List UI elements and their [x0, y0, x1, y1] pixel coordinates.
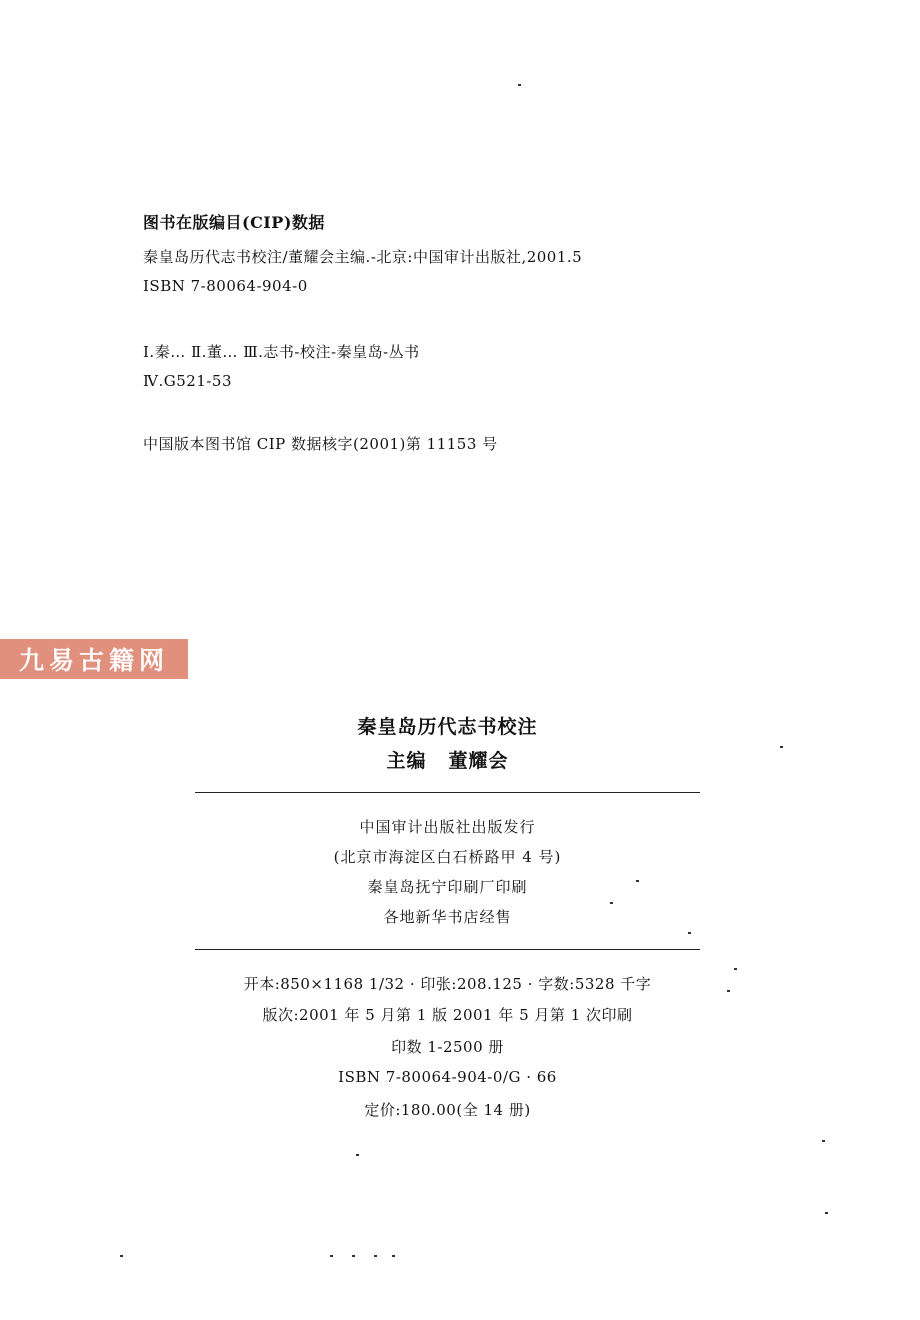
- editor-label: 主编: [386, 750, 427, 772]
- cip-heading: 图书在版编目(CIP)数据: [143, 213, 325, 232]
- isbn-full: ISBN 7-80064-904-0/G · 66: [338, 1068, 557, 1086]
- publisher-address: (北京市海淀区白石桥路甲 4 号): [333, 848, 562, 866]
- distributor-line: 各地新华书店经售: [383, 908, 512, 926]
- cip-subjects: Ⅰ.秦… Ⅱ.董… Ⅲ.志书-校注-秦皇岛-丛书: [143, 343, 420, 361]
- price-line: 定价:180.00(全 14 册): [364, 1101, 531, 1119]
- scan-speck: [374, 1255, 377, 1257]
- scan-speck: [518, 84, 521, 86]
- cip-isbn: ISBN 7-80064-904-0: [143, 277, 308, 295]
- editor-line: [195, 746, 700, 773]
- scan-speck: [822, 1140, 825, 1142]
- scan-speck: [610, 902, 613, 904]
- scan-speck: [636, 880, 639, 882]
- scan-speck: [120, 1255, 123, 1257]
- scan-speck: [734, 968, 737, 970]
- edition-line: 版次:2001 年 5 月第 1 版 2001 年 5 月第 1 次印刷: [262, 1006, 633, 1024]
- watermark-badge: 九易古籍网: [0, 639, 188, 679]
- scan-speck: [825, 1212, 828, 1214]
- cip-citation: 秦皇岛历代志书校注/董耀会主编.-北京:中国审计出版社,2001.5: [143, 248, 583, 266]
- scan-speck: [352, 1255, 355, 1257]
- scan-speck: [330, 1255, 333, 1257]
- top-divider: [195, 792, 700, 793]
- bottom-divider: [195, 949, 700, 950]
- scan-speck: [727, 990, 730, 992]
- scan-speck: [688, 932, 691, 934]
- book-title: 秦皇岛历代志书校注: [357, 716, 538, 738]
- print-run: 印数 1-2500 册: [391, 1038, 504, 1056]
- cip-record-number: 中国版本图书馆 CIP 数据核字(2001)第 11153 号: [143, 435, 498, 453]
- scan-speck: [392, 1255, 395, 1257]
- scan-speck: [780, 746, 783, 748]
- cip-classification: Ⅳ.G521-53: [143, 372, 233, 390]
- printer-line: 秦皇岛抚宁印刷厂印刷: [367, 878, 528, 896]
- scan-speck: [356, 1154, 359, 1156]
- format-specs: 开本:850×1168 1/32 · 印张:208.125 · 字数:5328 千字: [243, 975, 652, 993]
- editor-name: 董耀会: [448, 750, 509, 772]
- publisher-line: 中国审计出版社出版发行: [359, 818, 536, 836]
- colophon-block: [195, 0, 700, 1320]
